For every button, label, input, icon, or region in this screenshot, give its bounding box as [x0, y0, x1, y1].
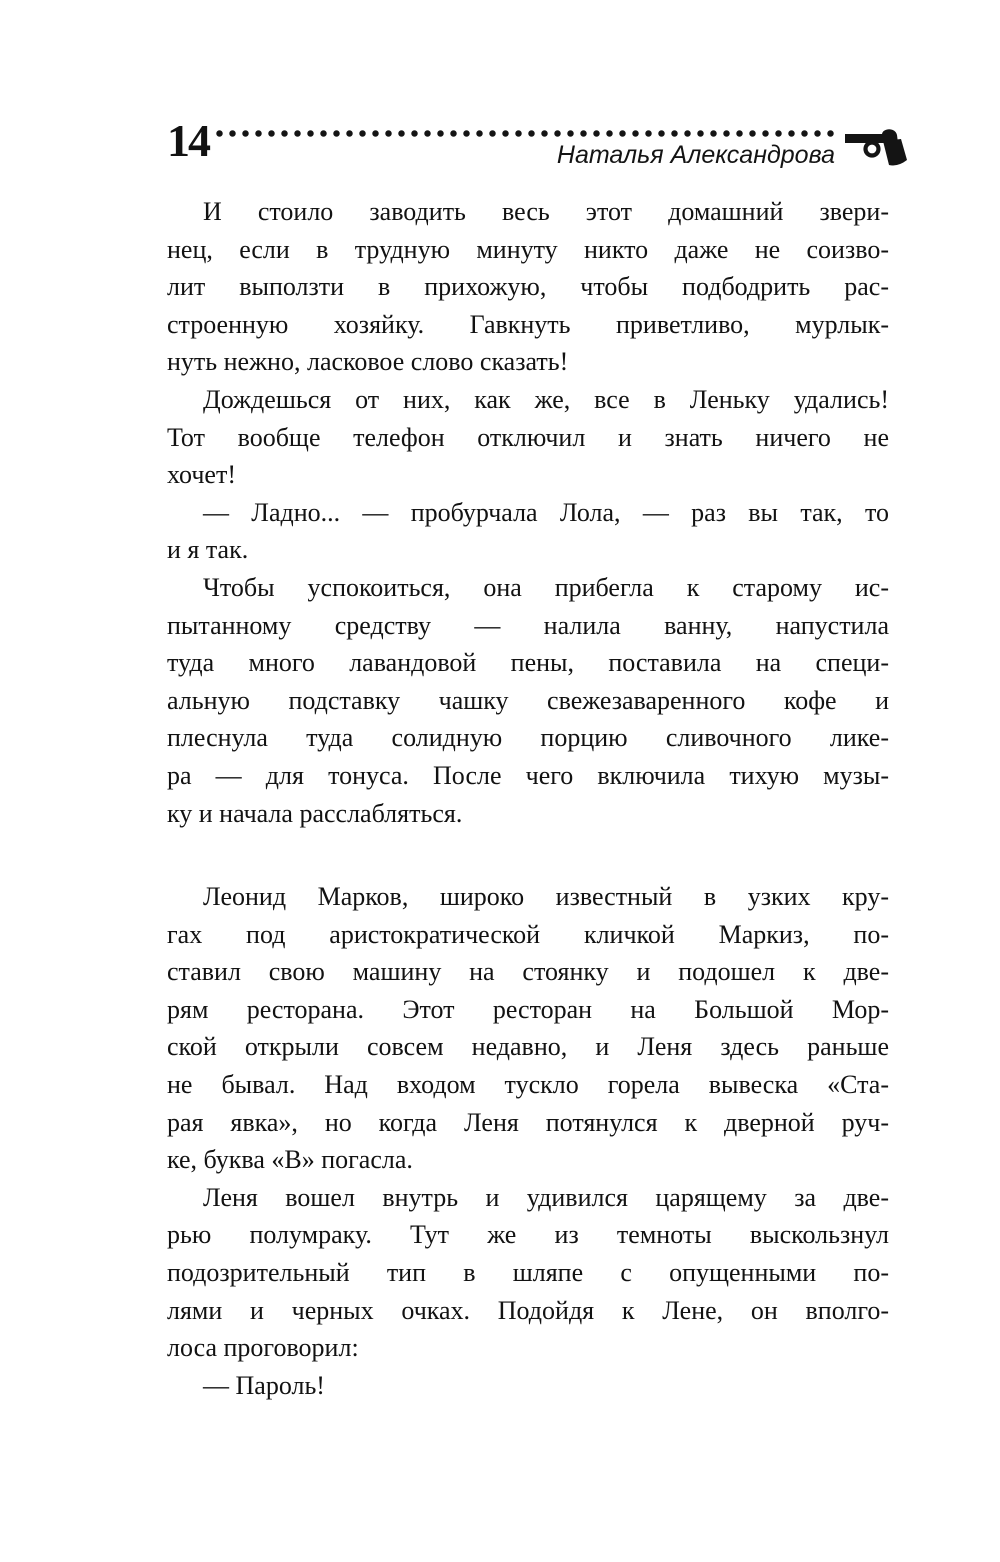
page-number: 14	[167, 115, 209, 166]
paragraph	[167, 1179, 889, 1367]
text-line: И стоило заводить весь этот домашний звери-	[203, 197, 889, 226]
text-line: Леонид Марков, широко известный в узких кру-	[203, 882, 889, 912]
pistol-icon	[845, 127, 907, 167]
text-line: ке, буква «В» погасла.	[167, 1145, 413, 1175]
paragraph	[167, 193, 889, 381]
paragraph	[167, 878, 889, 1179]
text-line: Леня вошел внутрь и удивился царящему за две-	[203, 1182, 889, 1212]
text-line: ра — для тонуса. После чего включила тихую музы-	[167, 760, 889, 790]
text-line: пытанному средству — налила ванну, напустила	[167, 610, 889, 640]
paragraph	[167, 569, 889, 832]
body-text	[167, 193, 889, 1404]
text-line: Дождешься от них, как же, все в Леньку удались!	[203, 384, 889, 414]
paragraph	[167, 381, 889, 494]
text-line: ку и начала расслабляться.	[167, 798, 463, 828]
text-line: ставил свою машину на стоянку и подошел к две-	[167, 957, 889, 987]
text-line: плеснула туда солидную порцию сливочного лике-	[167, 723, 889, 753]
text-line: лями и черных очках. Подойдя к Лене, он вполго-	[167, 1295, 889, 1325]
text-line: нуть нежно, ласковое слово сказать!	[167, 347, 569, 377]
text-line: туда много лавандовой пены, поставила на специ-	[167, 648, 889, 678]
text-line: — Ладно... — пробурчала Лола, — раз вы так, то	[203, 497, 889, 527]
text-line: нец, если в трудную минуту никто даже не соизво-	[167, 234, 889, 264]
paragraph	[167, 1367, 889, 1405]
text-line: и я так.	[167, 535, 249, 565]
text-line: альную подставку чашку свежезаваренного кофе и	[167, 685, 889, 715]
text-line: рям ресторана. Этот ресторан на Большой Мор-	[167, 994, 889, 1024]
text-line: ской открыли совсем недавно, и Леня здесь раньше	[167, 1032, 889, 1062]
text-line: рью полумраку. Тут же из темноты выскользнул	[167, 1220, 889, 1250]
text-line: лит выползти в прихожую, чтобы подбодрить рас-	[167, 272, 889, 302]
text-line: строенную хозяйку. Гавкнуть приветливо, мурлык-	[167, 309, 889, 339]
text-line: рая явка», но когда Леня потянулся к дверной руч-	[167, 1107, 889, 1137]
text-line: лоса проговорил:	[167, 1333, 359, 1363]
author-name: Наталья Александрова	[556, 141, 835, 169]
paragraph	[167, 494, 889, 569]
text-line: хочет!	[167, 460, 236, 490]
text-line: подозрительный тип в шляпе с опущенными по-	[167, 1258, 889, 1288]
text-line: гах под аристократической кличкой Маркиз, по-	[167, 919, 889, 949]
text-line: не бывал. Над входом тускло горела вывеска «Ста-	[167, 1070, 889, 1100]
text-line: Чтобы успокоиться, она прибегла к старому ис-	[203, 572, 889, 602]
dotted-separator	[216, 130, 840, 137]
text-line: — Пароль!	[203, 1370, 325, 1400]
text-line: Тот вообще телефон отключил и знать ничего не	[167, 422, 889, 452]
